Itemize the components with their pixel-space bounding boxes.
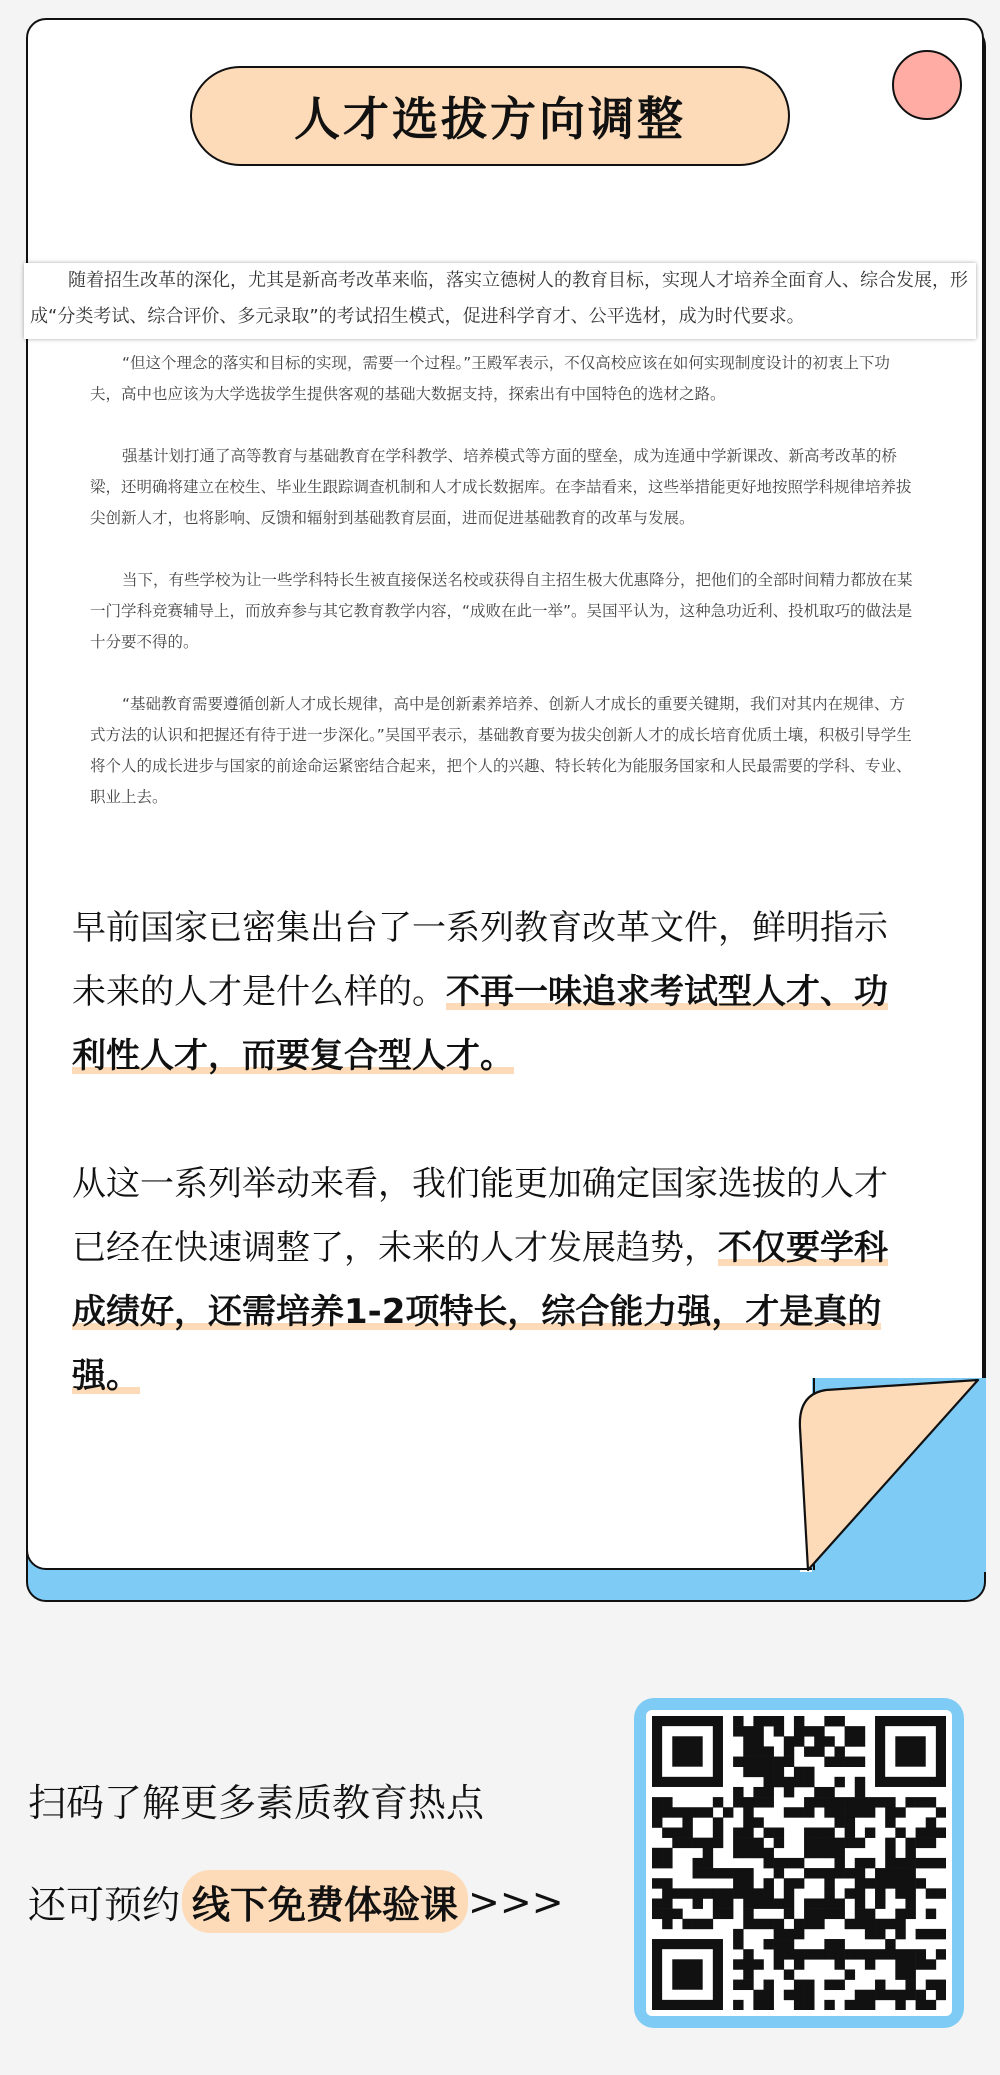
free-trial-class-link[interactable]: 线下免费体验课	[182, 1870, 468, 1933]
qr-code-container	[646, 1710, 952, 2016]
commentary	[72, 896, 918, 1472]
article-paragraph: “基础教育需要遵循创新人才成长规律，高中是创新素养培养、创新人才成长的重要关键期，我们对其内在规律、方式方法的认识和把握还有待于进一步深化。”吴国平表示，基础教育要为拔尖创新人才的成长培育优质土壤，积极引导学生将个人的成长进步与国家的前途命运紧密结合起来，把个人的兴趣、特长转化为能服务国家和人民最需要的学科、专业、职业上去。	[90, 695, 912, 806]
article-paragraph: “但这个理念的落实和目标的实现，需要一个过程。”王殿军表示，不仅高校应该在如何实现制度设计的初衷上下功夫，高中也应该为大学选拔学生提供客观的基础大数据支持，探索出有中国特色的选材之路。	[90, 354, 890, 403]
commentary-paragraph-2	[72, 1152, 918, 1408]
article-paragraph: 强基计划打通了高等教育与基础教育在学科教学、培养模式等方面的壁垒，成为连通中学新课改、新高考改革的桥梁，还明确将建立在校生、毕业生跟踪调查机制和人才成长数据库。在李喆看来，这些举措能更好地按照学科规律培养拔尖创新人才，也将影响、反馈和辐射到基础教育层面，进而促进基础教育的改革与发展。	[90, 447, 912, 527]
article-body	[90, 348, 914, 844]
highlighted-text: 不再一味追求考试型人才、功利性人才，而要复合型人才。	[72, 972, 888, 1076]
commentary-text: 从这一系列举动来看，我们能更加确定国家选拔的人才已经在快速调整了，未来的人才发展趋势，	[72, 1164, 888, 1268]
commentary-text: 早前国家已密集出台了一系列教育改革文件，鲜明指示未来的人才是什么样的。	[72, 908, 888, 1012]
commentary-paragraph-1	[72, 896, 918, 1088]
highlighted-text: 不仅要学科成绩好，还需培养1-2项特长，综合能力强，才是真的强。	[72, 1228, 888, 1396]
article-paragraph: 当下，有些学校为让一些学科特长生被直接保送名校或获得自主招生极大优惠降分，把他们的全部时间精力都放在某一门学科竞赛辅导上，而放弃参与其它教育教学内容，“成败在此一举”。吴国平认为，这种急功近利、投机取巧的做法是十分要不得的。	[90, 571, 913, 651]
qr-code-icon[interactable]	[652, 1716, 946, 2010]
circle-decoration-icon	[892, 50, 962, 120]
footer-booking-line	[28, 1870, 564, 1933]
article-lead-paragraph: 随着招生改革的深化，尤其是新高考改革来临，落实立德树人的教育目标，实现人才培养全面育人、综合发展，形成“分类考试、综合评价、多元录取”的考试招生模式，促进科学育才、公平选材，成为时代要求。	[24, 263, 976, 339]
footer-scan-text: 扫码了解更多素质教育热点	[28, 1781, 485, 1825]
page-title: 人才选拔方向调整	[190, 66, 790, 166]
footer-booking-prefix: 还可预约	[28, 1883, 181, 1927]
qr-code-frame[interactable]	[634, 1698, 964, 2028]
footer-arrows: >>>	[468, 1879, 564, 1924]
